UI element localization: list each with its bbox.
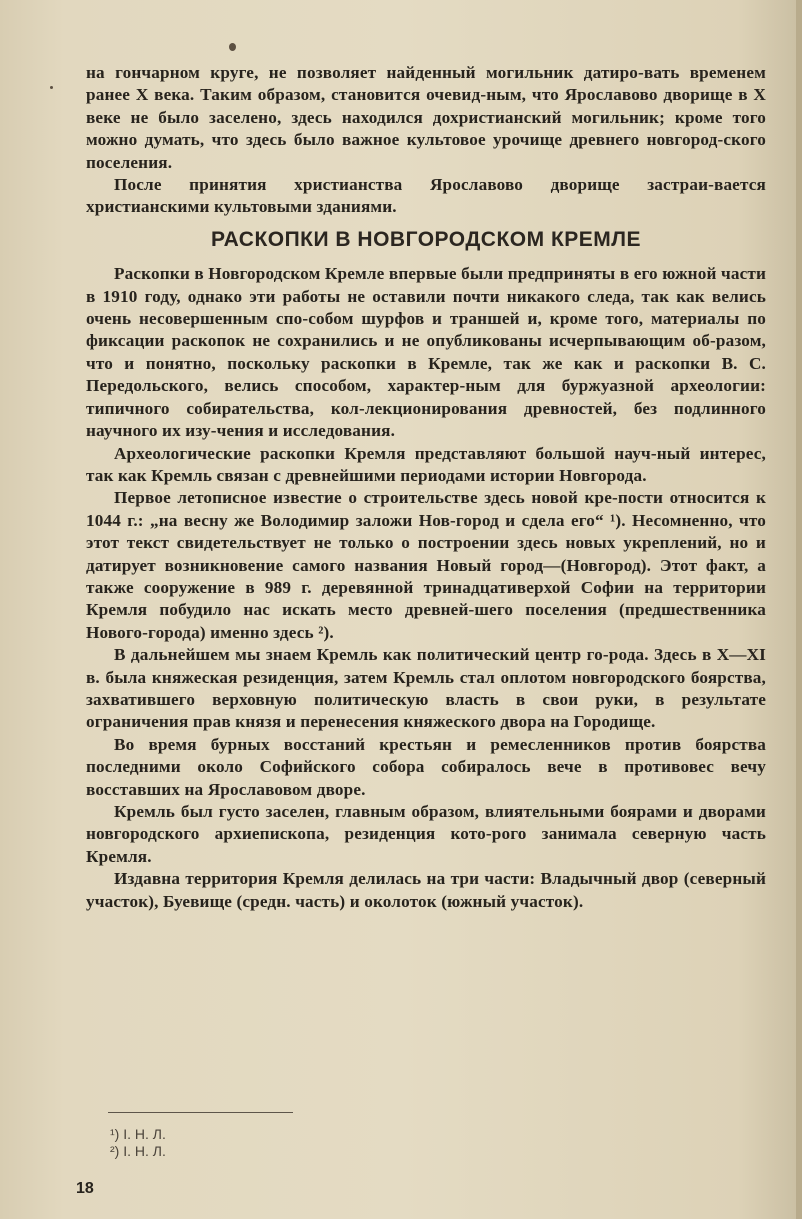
paragraph: Археологические раскопки Кремля представляют большой науч-ный интерес, так как Кремль связан с древнейшими периодами истории Новгорода. [86, 443, 766, 485]
ink-spot [50, 86, 53, 89]
paragraph: Издавна территория Кремля делилась на три части: Владычный двор (северный участок), Буевище (средн. часть) и околоток (южный участок). [86, 869, 766, 911]
intro-paragraph-2: После принятия христианства Ярославово дворище застраи-вается христианскими культовыми зданиями. [86, 175, 766, 217]
body-text [86, 62, 766, 913]
paragraph: В дальнейшем мы знаем Кремль как политический центр го-рода. Здесь в X—XI в. была княжеская резиденция, затем Кремль стал оплотом новгородского боярства, захватившего верховную политическую власть в свои руки, в результате ограничения прав князя и перенесения княжеского двора на Городище. [86, 645, 766, 732]
footnote-divider [108, 1112, 293, 1113]
paragraph: Кремль был густо заселен, главным образом, влиятельными боярами и дворами новгородского архиепископа, резиденция кото-рого занимала северную часть Кремля. [86, 802, 766, 866]
page-edge [796, 0, 802, 1219]
paragraph: Во время бурных восстаний крестьян и ремесленников против боярства последними около Софийского собора собиралось вече в противовес вечу восставших на Ярославовом дворе. [86, 734, 766, 799]
intro-paragraph-1: на гончарном круге, не позволяет найденный могильник датиро-вать временем ранее X века. Таким образом, становится очевид-ным, что Ярославово дворище в X веке не было заселено, здесь находился дохристианский могильник; кроме того можно думать, что здесь было важное культовое урочище древнего новгород-ского поселения. [86, 63, 766, 172]
footnote-1: ¹) I. Н. Л. [110, 1126, 166, 1142]
paragraph: Первое летописное известие о строительстве здесь новой кре-пости относится к 1044 г.: „на весну же Володимир заложи Нов-город и сдела его“ ¹). Несомненно, что этот текст свидетельствует не только о построении здесь новых укреплений, но и датирует возникновение самого названия Новый город—(Новгород). Этот факт, а также сооружение в 989 г. деревянной тринадцативерхой Софии на территории Кремля побудило нас искать место древней-шего поселения (предшественника Нового-города) именно здесь ²). [86, 488, 766, 642]
page-number: 18 [76, 1180, 94, 1197]
paragraph: Раскопки в Новгородском Кремле впервые были предприняты в его южной части в 1910 году, однако эти работы не оставили почти никакого следа, так как велись очень несовершенным спо-собом шурфов и траншей и, кроме того, материалы по фиксации раскопок не сохранились и не опубликованы исчерпывающим об-разом, что и понятно, поскольку раскопки в Кремле, так же как и раскопки В. С. Передольского, велись способом, характер-ным для буржуазной археологии: типичного собирательства, кол-лекционирования древностей, без подлинного научного их изу-чения и исследования. [86, 264, 766, 441]
ink-spot [229, 43, 236, 51]
footnote-2: ²) I. Н. Л. [110, 1143, 166, 1159]
section-title: РАСКОПКИ В НОВГОРОДСКОМ КРЕМЛЕ [210, 227, 642, 251]
